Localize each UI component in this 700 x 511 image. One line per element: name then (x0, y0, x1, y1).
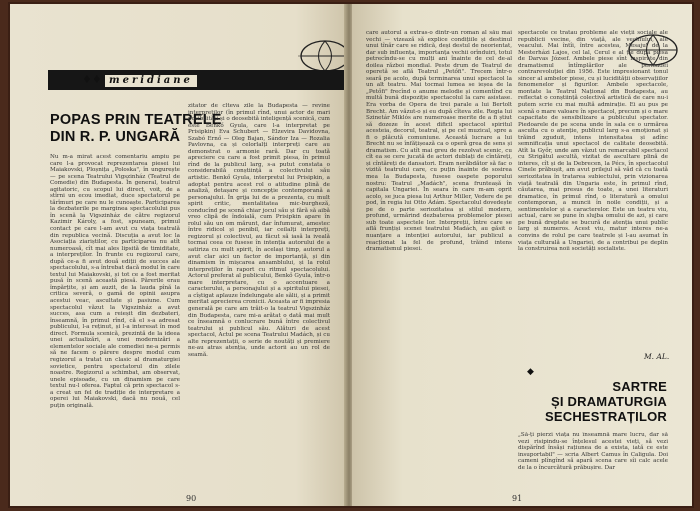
section-label: meridiane (105, 75, 197, 87)
article-title-line3: SECHESTRAȚILOR (545, 409, 667, 424)
body-text: zitator de clteva zile la Budapesta — revine interpreților (în primul rînd, unui actor de mari posibilități și o deosebită inteligență scenică, cum este Benkő Gyula, care l-a interpretat pe Prisipkin) Eva Schubert — Elzevira Davidovna, Szabó Ernő — Oleg Bajan, Sándor Iza — Rozalia Pavlovna, ca și celorlalți interpreți care au demonstrat o armonie rară. Dar cu toată apreciere cu care a fost primit piesa, în primul rînd de la publicul larg, s-a putut constata o considerabilă conștiință a colectivului său artistic. Benkő Gyula, interpretul lui Prisipkin, a adoptat pentru acest rol o atitudine plină de analiză, detașare și concepție contemporană a personajului. În grija lui de a prezenta, cu mult spirit critic, mentalitatea mic-burgheză, conducînd pe scenă chiar jocul său și fără să aibă vreo clipă de îndoială, cum Prisipkin apare în rolul său un om mărunt, dar înfumurat, amestec între ridicol și penibil, iar ceilalți interpreți, regizorul și colectivul, au făcut să iasă la iveală tocmai ceea ce fusese în intenția autorului de a satiriza cu mult spirit, în același timp, autorul a avut clar aici un factor de importanță, și din dinamism în mișcarea ansamblului, și la rolul interpreților în raport cu ritmul spectacolului. Actorul preferat al publicului, Benkő Gyula, într-o mare interpretare, cu o accentuare a caracterului, a personajului și a spiritului piesei, a cîștigat aplauze îndelungate ale sălii, și a primit meritat aprecierea cronicii. Aceasta ar fi impresia generală pe care am trăit-o la teatrul Vigszinház din Budapesta, care mi-a arătat o dată mai mult ce înseamnă o conlucrare bună între colectivul teatrului și publicul său. Alături de acest spectacol, Actul pe scena Teatrului Madách, și cu alte reprezentații, o serie de noutăți și premiere ne-au atras atenția, unde actorii au un rol de seamă. (188, 103, 330, 358)
article-column (518, 432, 668, 494)
diamond-ornament-icon: ◆ (527, 367, 534, 377)
left-page (10, 4, 346, 506)
article-column (188, 103, 330, 493)
author-signature: M. AL. (644, 352, 670, 361)
article-title-line1: SARTRE (612, 379, 667, 394)
diamond-ornament-icon: ♦♦ (82, 73, 102, 86)
article-column (366, 30, 512, 493)
article-column (518, 30, 668, 350)
body-text: care autorul a extras-o dintr-un roman al său mai vechi — vizează să explice condițiile și destinul unui tînăr care se ridică, deși destul de neorientat, dar sub influența, importanța vechii orînduiri, totul petrecîndu-se cu mulți ani înainte de cel de-al doilea război mondial. Peste drum de Teatrul de operetă se află Teatrul „Petőfi". Trecem într-o seară pe acolo, după terminarea unui spectacol la un alt teatru. Mai tocmai lumea se ieșea de la „Petőfi" frecînd o anume melodie și comentînd cu multă bună dispoziție spectacolul la care asistase. Era vorba de Opera de trei parale a lui Bertolt Brecht. Am văzut-o și eu după cîteva zile. Regia lui Szinetár Miklós are numeroase merite de a fi știut să dozeze în acest dificil spectacol spiritul acesteia, decorul, teatral, și pe cel muzical, spre a fi o plăcută comuniune. Această lucrare a lui Brecht nu se înfățișează ca o operă grea de sens și dramatism. Cu atît mai greu de rezolvat scenic, cu cît ea se cere jucată de actori dublați de cîntăreți, și cîntăreți de dansatori. Eram nerăbdător să fac o vizită teatrului care, cu puțin înainte de sosirea mea la Budapesta, fusese oaspete poporului nostru: Teatrul „Madách", scena frunteașă în capitala Ungariei. În seara în care m-am oprit acolo, se juca piesa lui Arthur Miller, Vedere de pe pod, în regia lui Otto Ádám. Spectacolul dovedește pe de o parte seriozitatea și stilul modern, profund, urmărind dezbaterea problemelor piesei sub toate aspectele lor. Interpreții, între care se află frunțiși scenei teatrului Madách, au găsit o nuanțare a intenției autorului, iar publicul a reacționat la fel de profund, trăind intens dramatismul piesei. (366, 30, 512, 253)
book-spread (10, 4, 692, 506)
globe-icon (298, 38, 346, 74)
right-page (352, 4, 692, 506)
article-title-line2: DIN R. P. UNGARĂ (50, 129, 181, 145)
article-column (50, 154, 180, 494)
body-text: Nu m-a mirat acest comentariu ampiu pe care l-a provocat reprezentarea piesei lui Maiakovski, Ploșnița „Poloska", în ungurește — pe scena Teatrului Vigszinház (Teatrul de Comedie) din Budapesta. În general, teatrul agitatoric, cu scopul lui direct, voit, de a stîrni un ecou imediat, duce spectatorul pe tărîmuri pe care nu le cunoaște. Participarea la dezbaterile pe marginea spectacolului pus în scenă la Vigszinház de către regizorul Kazimir Károly, a fost, spuneam, primul contact pe care l-am avut cu viața teatrală din republica vecină. Discuția a avut loc la Asociația ziariștilor, cu participarea nu atît numeroasă, cît mai ales lipsită de timiditate, a interpreților. În frunte cu regizorul care, după ce-a fi avut două ediții de succes ale spectacolului, s-a întrebat dacă modul în care textul lui Maiakovski, și tot ce a fost meritat pusă în scenă această piesă. Părerile erau împărțite, și am auzit, de la lauda pînă la critica severă, o gamă de opinii asupra acestui veac, ascultate și pasiune. Cum spectacolul văzut la Vigszinház a avut succes, asa cum a reieșit din dezbateri, înseamnă, în primul rînd, că el s-a adresat publicului, l-a reținut, și l-a interesat în mod direct. Formula scenică, prezintă de la ideea unei actualizări, a unei modernizări a elementelor sociale ale comediei ne-a permis să ne facem o părere despre modul cum regizorul a tratat un clasic al dramaturgiei sovietice, pentru spectatorul din zilele noastre. Regizorul a schimbat, am observat, unele episoade, cu un dinamism pe care textul nu-l oferea. Faptul că prin spectacol s-a creat un fel de tradiție de interpretare a operei lui Maiakovski, dacă nu nouă, cel puțin originală. (50, 154, 180, 409)
article-title-line1: POPAS PRIN TEATRELE (50, 112, 222, 128)
article-title (537, 379, 667, 424)
article-title-line2: ȘI DRAMATURGIA (551, 394, 667, 409)
body-text: „Să-ți pierzi viața nu înseamnă mare lucru, dar să vezi risipindu-se înțelesul acestei vieți, să vezi dispărînd însăși rațiunea de a exista, iată ce este insuportabil" — scria Albert Camus în Caligula. Doi cameni plîngînd să apară scena care sîi calc acele de la o încurcătură prăbușire. Dar (518, 432, 668, 471)
body-text: spectacole ce tratau probleme ale vieții sociale ale republicii vecine, din viață, ale vechiului, ale veacului. Mai întîi, între acestea, Mesajul de la Mesterházi Lajos, cel lal, Cerul e al ție după piesa de Darvas József. Ambele piese sînt inspirate din dramatismul întîmplărilor ale perioadei contrarevoluției din 1956. Este impresionant tonul sincer al ambelor piese, cu și lucidității observațiilor fenomenelor și figurilor. Ambele spectacole, montate la Teatrul Național din Budapesta, au reflectat o conștiință colectivă artistică de care nu-i putem scrie cu mai multă admirație. Ei au pus pe scenă o mare valoare în spectacol, precum și o mare capacitate de sensibilizare a publicului spectator. Piedoarele de pe scena unde în sala ce o urmărea asculta cu o atenție, publicul larg s-a emoționat și trăind zguduit, intens intensitatea și adînc semnificația unui spectacol de calitate deosebită. Atît la Győr, unde am văzut un remarcabil spectacol cu Strigătul ascultă, vizitat de ascultare plină de interes, cît și de la Debrecen, la Pécs, în spectacolul Cinele prăbușit, am avut prilejul să văd că cu toată seriozitatea în tratarea subiectului, prin vizionarea viață teatrală din Ungaria este, în primul rînd, căutarea, mai presus de toate, a unei literaturi dramatice, în primul rînd, o literatură a omului contemporan, a muncii în noile condiții, și a sentimentelor și a caracterelor. Este un teatru viu, actual, care se pune în slujba omului de azi, și care pe bună dreptate se bucură de atenția unui public larg și numeros. Acest viu, matur interes ne-a convins de rolul pe care teatrele și l-au asumat în viața culturală a Ungariei, de a contribui pe deplin la construirea noii societăți socialiste. (518, 30, 668, 253)
page-number: 90 (186, 494, 197, 503)
page-number: 91 (512, 494, 523, 503)
